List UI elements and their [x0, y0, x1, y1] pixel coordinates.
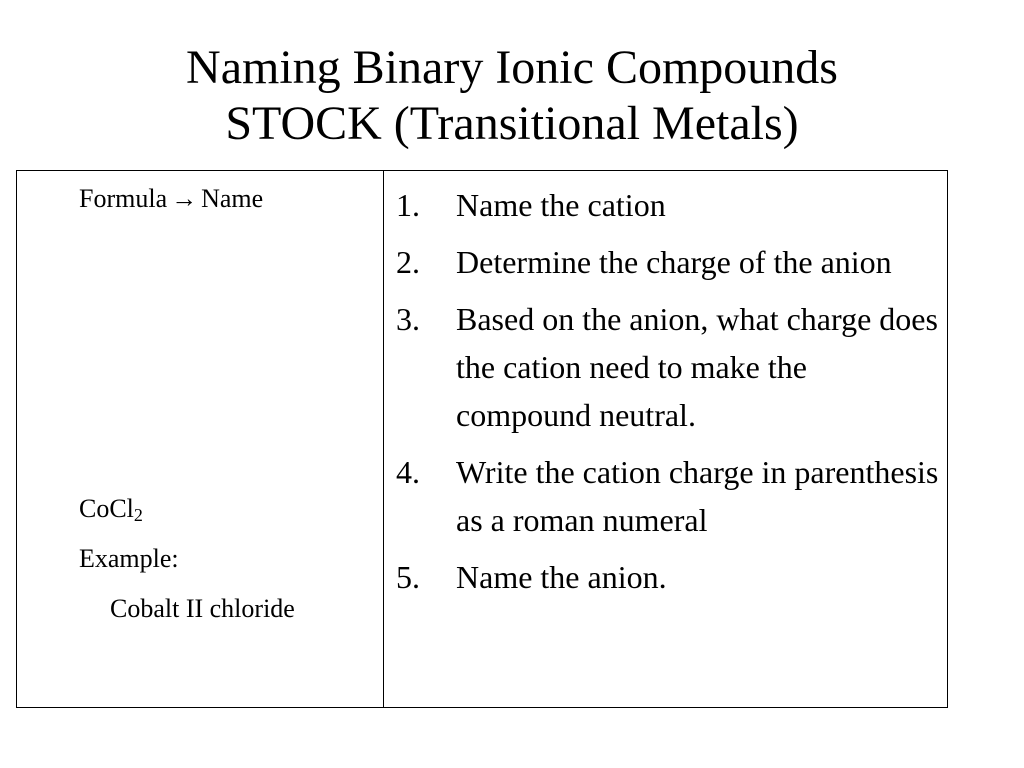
step-text: Based on the anion, what charge does the cation need to make the compound neutral. [456, 301, 938, 433]
list-item [396, 238, 941, 286]
title-line-1: Naming Binary Ionic Compounds [186, 41, 838, 94]
step-text: Name the anion. [456, 559, 667, 595]
list-item [396, 448, 941, 544]
step-number: 5. [396, 559, 420, 595]
steps-list [396, 181, 941, 610]
formula-subscript: 2 [133, 505, 143, 525]
heading-name-label: Name [201, 184, 264, 213]
list-item [396, 553, 941, 601]
step-number: 1. [396, 187, 420, 223]
chemical-formula [79, 493, 143, 525]
right-panel [383, 170, 948, 708]
heading-formula-label: Formula [79, 184, 168, 213]
list-item [396, 181, 941, 229]
formula-base: CoCl [79, 494, 134, 523]
step-text: Determine the charge of the anion [456, 244, 892, 280]
step-number: 4. [396, 454, 420, 490]
right-arrow-icon: → [171, 184, 198, 213]
list-item [396, 295, 941, 439]
step-text: Name the cation [456, 187, 666, 223]
example-value: Cobalt II chloride [110, 594, 295, 623]
step-number: 3. [396, 301, 420, 337]
title-line-2: STOCK (Transitional Metals) [225, 97, 799, 150]
example-label: Example: [79, 544, 179, 573]
formula-to-name-heading [79, 183, 263, 215]
slide-title [0, 40, 1024, 152]
step-number: 2. [396, 244, 420, 280]
left-panel [16, 170, 384, 708]
step-text: Write the cation charge in parenthesis as a roman numeral [456, 454, 939, 538]
